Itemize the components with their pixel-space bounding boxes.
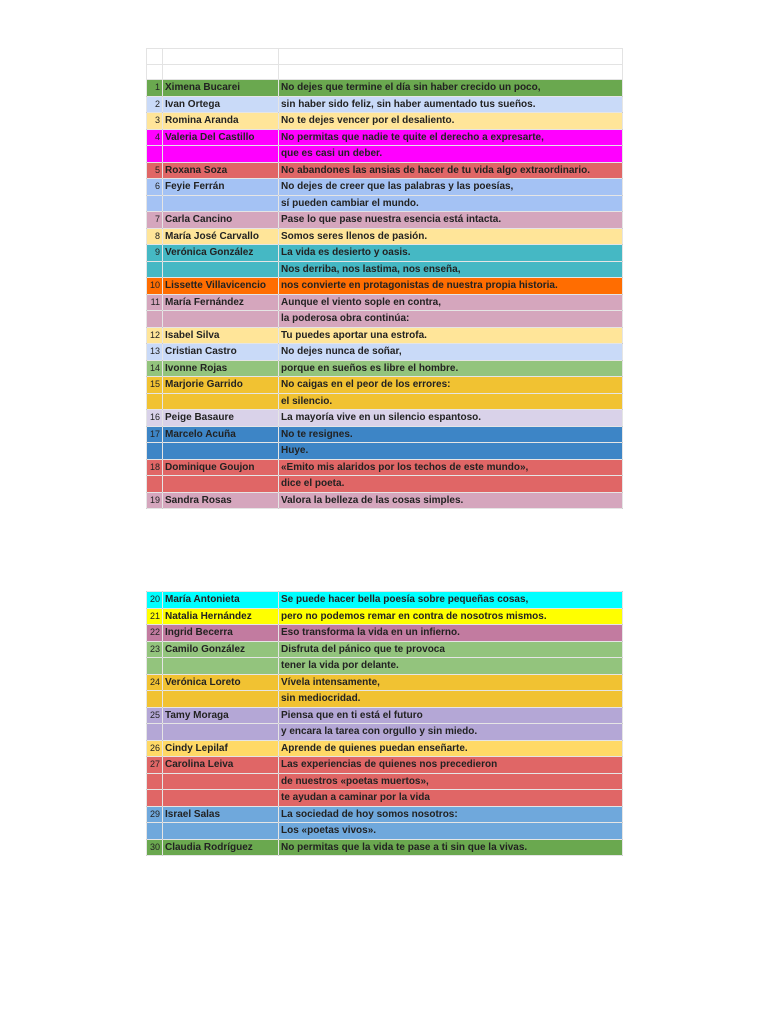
empty-cell [147,393,163,410]
table-row [147,195,623,212]
table-row [147,443,623,460]
student-name: Carla Cancino [163,212,279,229]
empty-cell [163,790,279,807]
table-row [147,724,623,741]
empty-cell [147,311,163,328]
student-name: Claudia Rodríguez [163,839,279,856]
empty-cell [163,724,279,741]
table-row [147,492,623,509]
poem-verse: Eso transforma la vida en un infierno. [279,625,623,642]
poem-verse: dice el poeta. [279,476,623,493]
table-row [147,162,623,179]
empty-cell [147,146,163,163]
student-name: Tamy Moraga [163,707,279,724]
poem-verse: tener la vida por delante. [279,658,623,675]
empty-cell [163,261,279,278]
student-name: Ximena Bucarei [163,80,279,97]
table-row [147,146,623,163]
row-number: 5 [147,162,163,179]
row-number: 3 [147,113,163,130]
empty-cell [147,195,163,212]
student-name: Marcelo Acuña [163,426,279,443]
poem-verse: Disfruta del pánico que te provoca [279,641,623,658]
student-name: Feyie Ferrán [163,179,279,196]
blank-row [147,64,623,80]
table-row [147,228,623,245]
table-row [147,740,623,757]
poem-verse: Valora la belleza de las cosas simples. [279,492,623,509]
poem-verse: No te dejes vencer por el desaliento. [279,113,623,130]
table-row [147,377,623,394]
student-name: Ingrid Becerra [163,625,279,642]
table-row [147,773,623,790]
poem-verse: Nos derriba, nos lastima, nos enseña, [279,261,623,278]
table-row [147,426,623,443]
empty-cell [163,393,279,410]
empty-cell [163,146,279,163]
row-number: 19 [147,492,163,509]
row-number: 2 [147,96,163,113]
poem-verse: Aunque el viento sople en contra, [279,294,623,311]
row-number: 13 [147,344,163,361]
student-name: Valeria Del Castillo [163,129,279,146]
table-row [147,806,623,823]
poem-verse: sin mediocridad. [279,691,623,708]
empty-cell [163,691,279,708]
row-number: 15 [147,377,163,394]
student-name: Verónica González [163,245,279,262]
table-row [147,823,623,840]
poem-verse: La vida es desierto y oasis. [279,245,623,262]
row-number: 25 [147,707,163,724]
poem-verse: La mayoría vive en un silencio espantoso. [279,410,623,427]
student-name: Cindy Lepilaf [163,740,279,757]
student-name: Roxana Soza [163,162,279,179]
poem-verse: Piensa que en ti está el futuro [279,707,623,724]
poem-table-1 [146,48,622,509]
empty-cell [163,311,279,328]
poem-verse: la poderosa obra continúa: [279,311,623,328]
empty-cell [147,658,163,675]
empty-cell [163,195,279,212]
row-number: 6 [147,179,163,196]
table-row [147,707,623,724]
poem-verse: No abandones las ansias de hacer de tu vida algo extraordinario. [279,162,623,179]
poem-verse: Pase lo que pase nuestra esencia está intacta. [279,212,623,229]
table-row [147,212,623,229]
empty-cell [147,691,163,708]
empty-cell [147,790,163,807]
student-name: Israel Salas [163,806,279,823]
poem-verse: que es casi un deber. [279,146,623,163]
poem-verse: No dejes que termine el día sin haber crecido un poco, [279,80,623,97]
student-name: Lissette Villavicencio [163,278,279,295]
empty-cell [163,773,279,790]
table-row [147,278,623,295]
student-name: Peige Basaure [163,410,279,427]
poem-verse: No dejes nunca de soñar, [279,344,623,361]
empty-cell [163,476,279,493]
poem-verse: Los «poetas vivos». [279,823,623,840]
row-number: 20 [147,592,163,609]
row-number: 16 [147,410,163,427]
student-name: Verónica Loreto [163,674,279,691]
empty-cell [163,443,279,460]
table-row [147,592,623,609]
student-name: Romina Aranda [163,113,279,130]
row-number: 8 [147,228,163,245]
table-row [147,625,623,642]
student-name: Sandra Rosas [163,492,279,509]
table-row [147,393,623,410]
empty-cell [163,658,279,675]
table-row [147,410,623,427]
poem-verse: No permitas que nadie te quite el derecho a expresarte, [279,129,623,146]
poem-verse: y encara la tarea con orgullo y sin miedo. [279,724,623,741]
poem-verse: pero no podemos remar en contra de nosotros mismos. [279,608,623,625]
poem-verse: No te resignes. [279,426,623,443]
student-name: Carolina Leiva [163,757,279,774]
table-row [147,179,623,196]
poem-verse: «Emito mis alaridos por los techos de este mundo», [279,459,623,476]
row-number: 26 [147,740,163,757]
row-number: 12 [147,327,163,344]
table-row [147,261,623,278]
student-name: María José Carvallo [163,228,279,245]
poem-verse: No dejes de creer que las palabras y las poesías, [279,179,623,196]
empty-cell [147,476,163,493]
poem-verse: el silencio. [279,393,623,410]
poem-verse: No permitas que la vida te pase a ti sin que la vivas. [279,839,623,856]
poem-verse: sin haber sido feliz, sin haber aumentado tus sueños. [279,96,623,113]
student-name: María Antonieta [163,592,279,609]
blank-row [147,49,623,65]
poem-verse: sí pueden cambiar el mundo. [279,195,623,212]
table-row [147,839,623,856]
empty-cell [147,724,163,741]
poem-verse: Vívela intensamente, [279,674,623,691]
student-name: Camilo González [163,641,279,658]
student-name: Ivan Ortega [163,96,279,113]
row-number: 30 [147,839,163,856]
row-number: 18 [147,459,163,476]
row-number: 11 [147,294,163,311]
row-number: 23 [147,641,163,658]
empty-cell [147,261,163,278]
row-number: 29 [147,806,163,823]
table-row [147,459,623,476]
poem-verse: La sociedad de hoy somos nosotros: [279,806,623,823]
student-name: Isabel Silva [163,327,279,344]
poem-verse: Tu puedes aportar una estrofa. [279,327,623,344]
table-row [147,757,623,774]
table-row [147,311,623,328]
table-row [147,80,623,97]
student-name: María Fernández [163,294,279,311]
empty-cell [147,443,163,460]
student-name: Cristian Castro [163,344,279,361]
table-row [147,658,623,675]
poem-verse: Somos seres llenos de pasión. [279,228,623,245]
empty-cell [147,823,163,840]
poem-verse: te ayudan a caminar por la vida [279,790,623,807]
empty-cell [163,823,279,840]
poem-verse: de nuestros «poetas muertos», [279,773,623,790]
row-number: 7 [147,212,163,229]
row-number: 21 [147,608,163,625]
poem-verse: Aprende de quienes puedan enseñarte. [279,740,623,757]
row-number: 24 [147,674,163,691]
poem-verse: No caigas en el peor de los errores: [279,377,623,394]
row-number: 1 [147,80,163,97]
row-number: 10 [147,278,163,295]
table-row [147,113,623,130]
poem-verse: Huye. [279,443,623,460]
table-row [147,608,623,625]
poem-verse: nos convierte en protagonistas de nuestra propia historia. [279,278,623,295]
table-row [147,790,623,807]
empty-cell [147,773,163,790]
table-row [147,691,623,708]
table-row [147,360,623,377]
row-number: 17 [147,426,163,443]
student-name: Ivonne Rojas [163,360,279,377]
table-row [147,245,623,262]
student-name: Natalia Hernández [163,608,279,625]
table-row [147,641,623,658]
row-number: 9 [147,245,163,262]
poem-verse: Se puede hacer bella poesía sobre pequeñas cosas, [279,592,623,609]
student-name: Dominique Goujon [163,459,279,476]
student-name: Marjorie Garrido [163,377,279,394]
table-row [147,294,623,311]
table-row [147,476,623,493]
table-row [147,674,623,691]
poem-table-2 [146,591,622,856]
row-number: 27 [147,757,163,774]
table-row [147,344,623,361]
table-row [147,96,623,113]
table-row [147,129,623,146]
row-number: 4 [147,129,163,146]
row-number: 22 [147,625,163,642]
table-row [147,327,623,344]
row-number: 14 [147,360,163,377]
poem-verse: porque en sueños es libre el hombre. [279,360,623,377]
poem-verse: Las experiencias de quienes nos precedieron [279,757,623,774]
